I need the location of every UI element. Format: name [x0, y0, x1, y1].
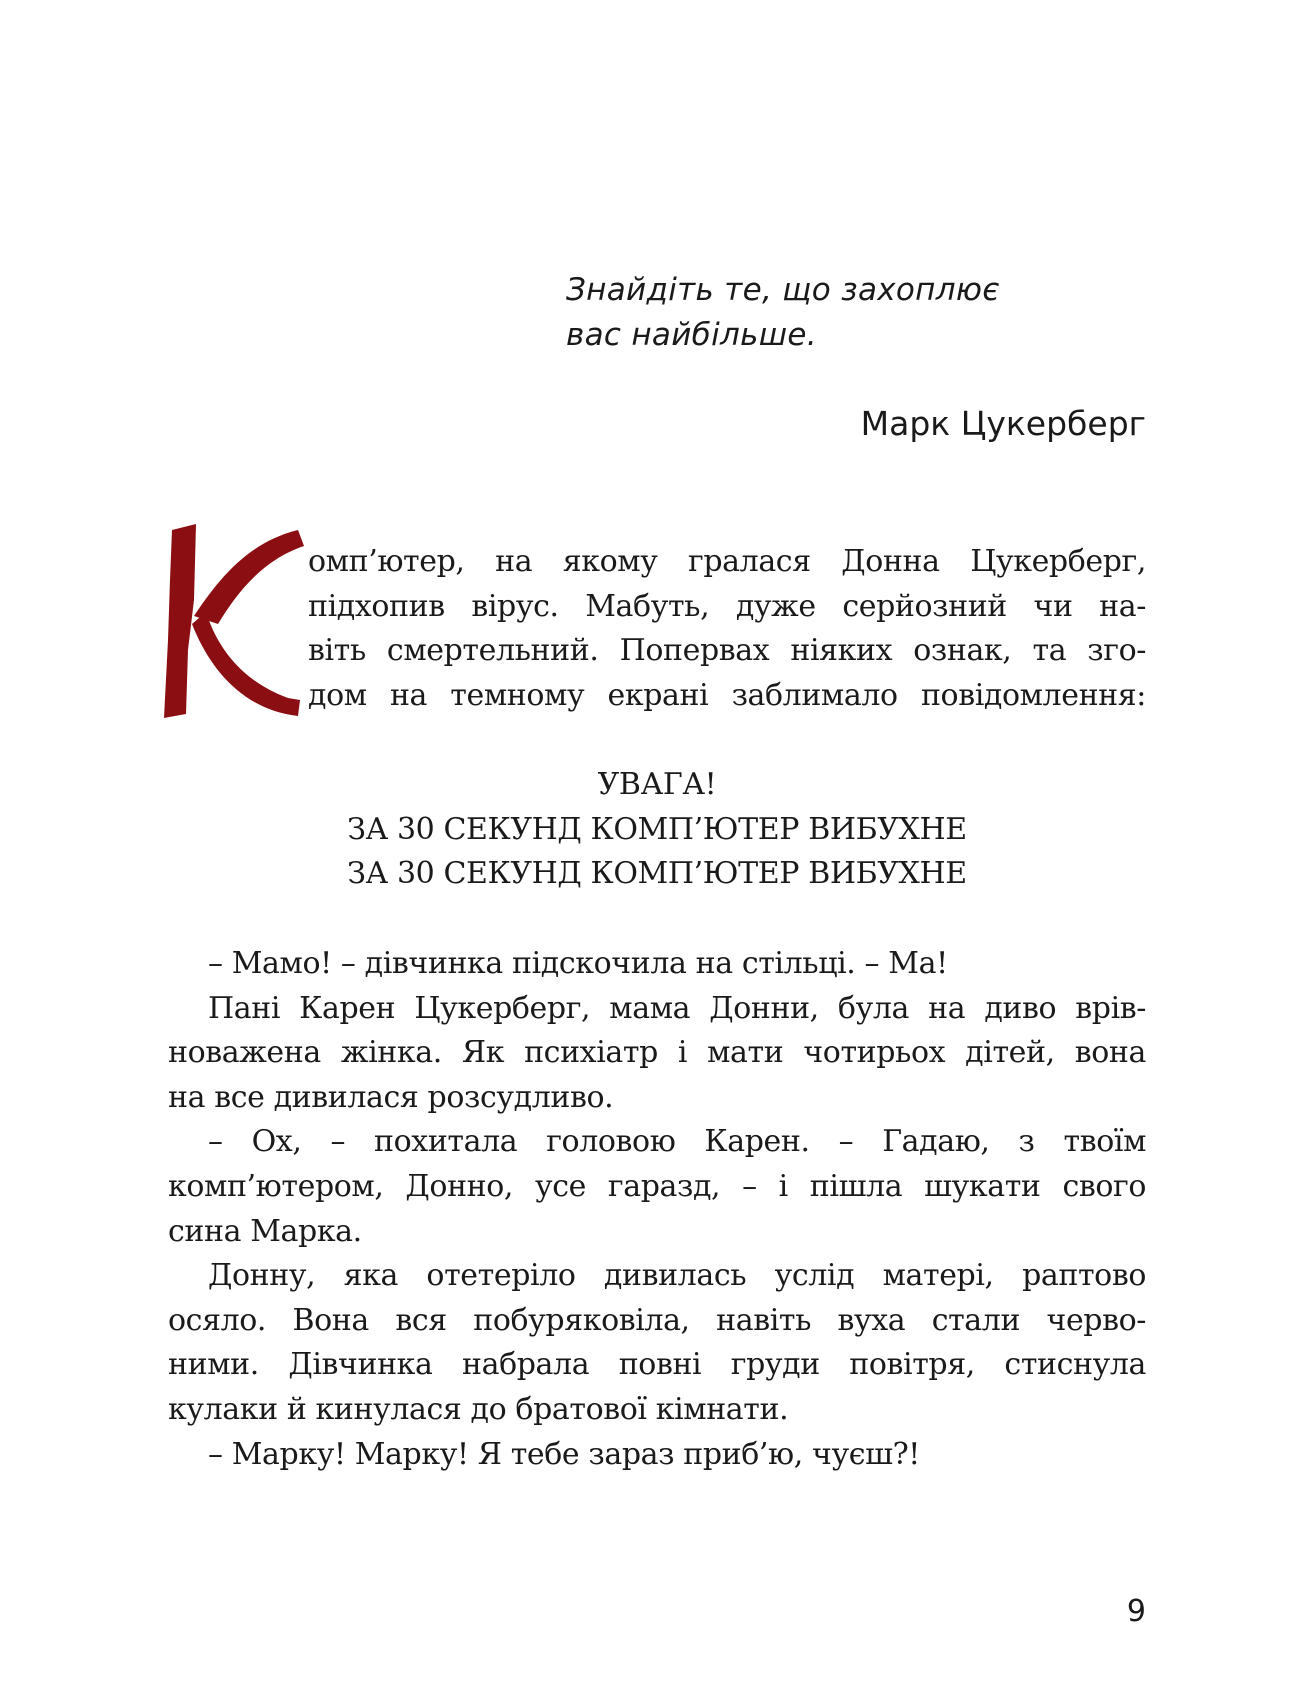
text-line: сина Марка.	[168, 1213, 362, 1249]
text-line: Пані Карен Цукерберг, мама Донни, була на диво врів-	[208, 990, 1146, 1026]
epigraph-line: Знайдіть те, що захоплює	[566, 272, 1000, 308]
text-line: на все дивилася розсудливо.	[168, 1079, 614, 1115]
epigraph-quote	[566, 268, 1206, 358]
drop-cap-letter	[158, 520, 308, 720]
text-line: – Марку! Марку! Я тебе зараз приб’ю, чуєш?!	[208, 1436, 920, 1472]
text-line: віть смертельний. Попервах ніяких ознак, та зго-	[308, 633, 1146, 669]
page-number: 9	[1126, 1594, 1146, 1629]
warning-line: УВАГА!	[597, 767, 717, 802]
text-line: Донну, яка отетеріло дивилась услід матері, раптово	[208, 1258, 1146, 1294]
text-line: кулаки й кинулася до братової кімнати.	[168, 1391, 789, 1427]
text-line: – Мамо! – дівчинка підскочила на стільці. – Ма!	[208, 946, 948, 981]
text-line: – Ох, – похитала головою Карен. – Гадаю, з твоїм	[208, 1124, 1146, 1160]
epigraph-author: Марк Цукерберг	[860, 404, 1146, 443]
paragraph	[168, 1433, 1146, 1478]
text-line: комп’ютером, Донно, усе гаразд, – і пішла шукати свого	[168, 1168, 1146, 1204]
text-line: новажена жінка. Як психіатр і мати чотирьох дітей, вона	[168, 1035, 1146, 1071]
warning-line: ЗА 30 СЕКУНД КОМП’ЮТЕР ВИБУХНЕ	[347, 856, 967, 892]
body-text	[168, 942, 1146, 1477]
text-line: ними. Дівчинка набрала повні груди повітря, стиснула	[168, 1347, 1146, 1383]
epigraph-line: вас найбільше.	[566, 317, 817, 353]
paragraph	[168, 1254, 1146, 1432]
text-line: осяло. Вона вся побуряковіла, навіть вуха стали черво-	[168, 1302, 1146, 1338]
warning-message	[168, 763, 1146, 897]
warning-line: ЗА 30 СЕКУНД КОМП’ЮТЕР ВИБУХНЕ	[347, 811, 967, 847]
paragraph	[168, 942, 1146, 987]
paragraph	[168, 1120, 1146, 1254]
text-line: омп’ютер, на якому гралася Донна Цукерберг,	[308, 544, 1146, 579]
opening-paragraph	[308, 540, 1146, 718]
text-line: дом на темному екрані заблимало повідомлення:	[308, 677, 1146, 713]
paragraph	[168, 987, 1146, 1121]
text-line: підхопив вірус. Мабуть, дуже серйозний чи на-	[308, 588, 1146, 624]
